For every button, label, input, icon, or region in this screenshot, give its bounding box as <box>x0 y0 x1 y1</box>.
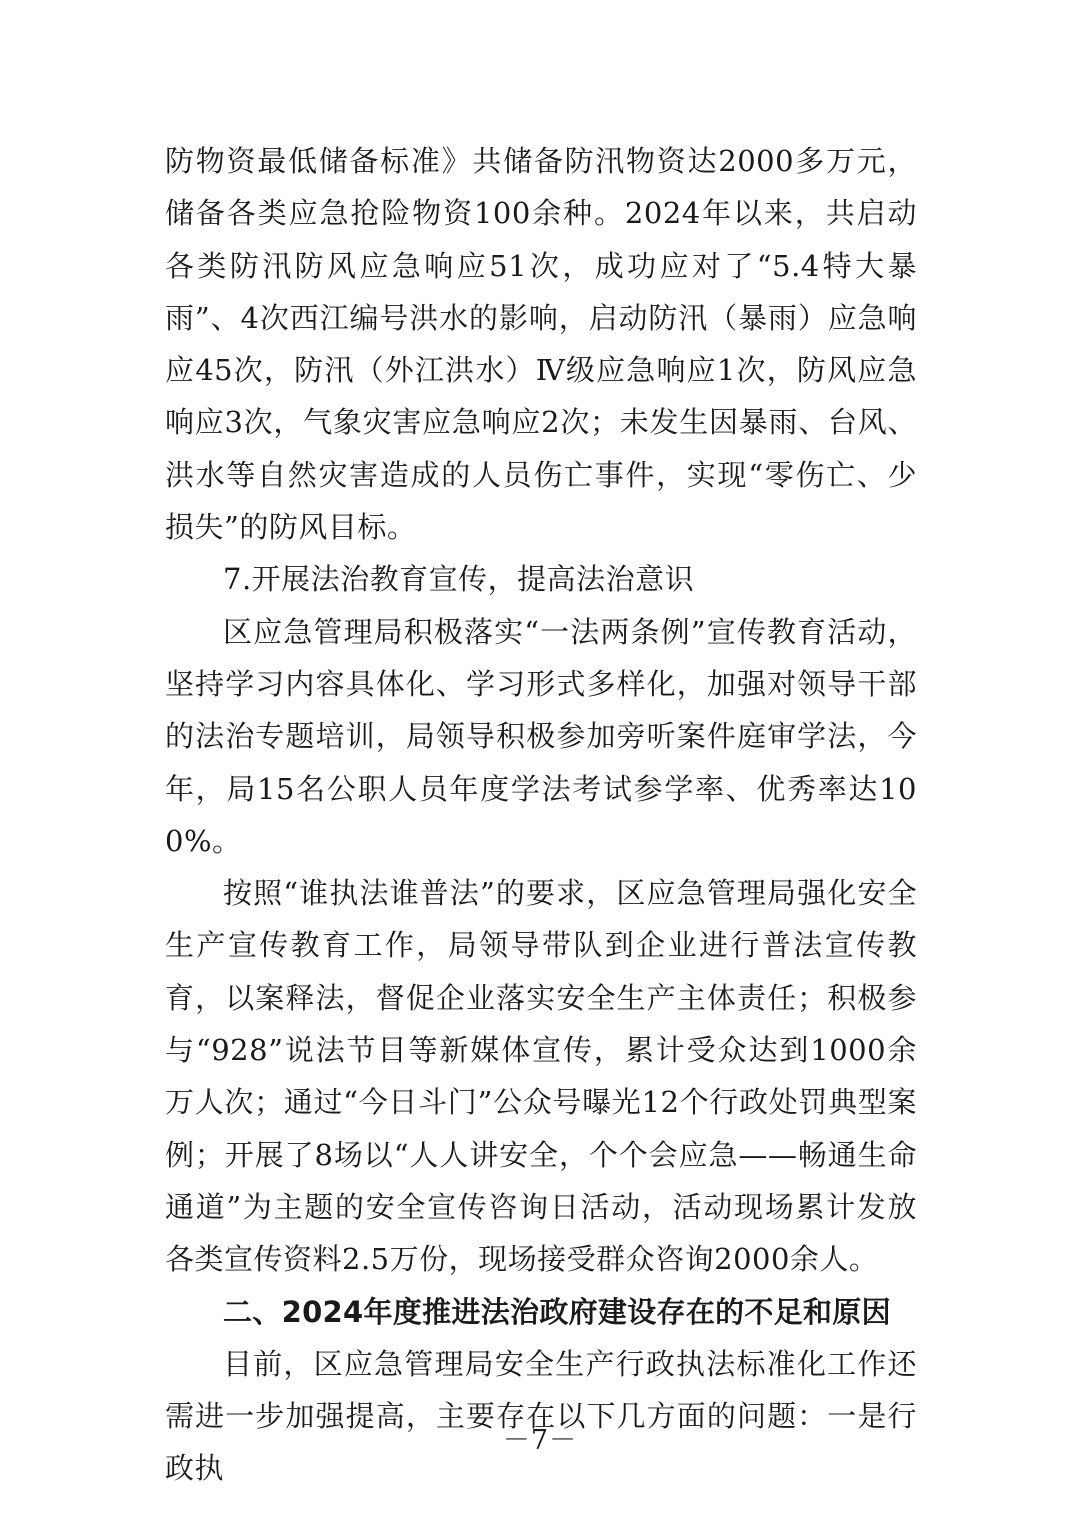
paragraph-who-enforces: 按照“谁执法谁普法”的要求，区应急管理局强化安全生产宣传教育工作，局领导带队到企业进行普法宣传教育，以案释法，督促企业落实安全生产主体责任；积极参与“928”说法节目等新媒体宣传，累计受众达到1000余万人次；通过“今日斗门”公众号曝光12个行政处罚典型案例；开展了8场以“人人讲安全，个个会应急——畅通生命通道”为主题的安全宣传咨询日活动，活动现场累计发放各类宣传资料2.5万份，现场接受群众咨询2000余人。 <box>165 876 917 1277</box>
paragraph-shortcomings: 目前，区应急管理局安全生产行政执法标准化工作还需进一步加强提高，主要存在以下几方面的问题：一是行政执 <box>165 1346 917 1486</box>
paragraph-flood-materials: 防物资最低储备标准》共储备防汛物资达2000多万元，储备各类应急抢险物资100余种。2024年以来，共启动各类防汛防风应急响应51次，成功应对了“5.4特大暴雨”、4次西江编号洪水的影响，启动防汛（暴雨）应急响应45次，防汛（外江洪水）Ⅳ级应急响应1次，防风应急响应3次，气象灾害应急响应2次；未发生因暴雨、台风、洪水等自然灾害造成的人员伤亡事件，实现“零伤亡、少损失”的防风目标。 <box>165 144 917 545</box>
page-number: －7－ <box>502 1425 578 1456</box>
section-2-heading: 二、2024年度推进法治政府建设存在的不足和原因 <box>223 1294 891 1329</box>
document-body <box>165 135 917 1495</box>
section-7-title: 7.开展法治教育宣传，提高法治意识 <box>223 562 695 597</box>
paragraph-law-education: 区应急管理局积极落实“一法两条例”宣传教育活动，坚持学习内容具体化、学习形式多样化，加强对领导干部的法治专题培训，局领导积极参加旁听案件庭审学法，今年，局15名公职人员年度学法考试参学率、优秀率达100%。 <box>165 614 917 858</box>
